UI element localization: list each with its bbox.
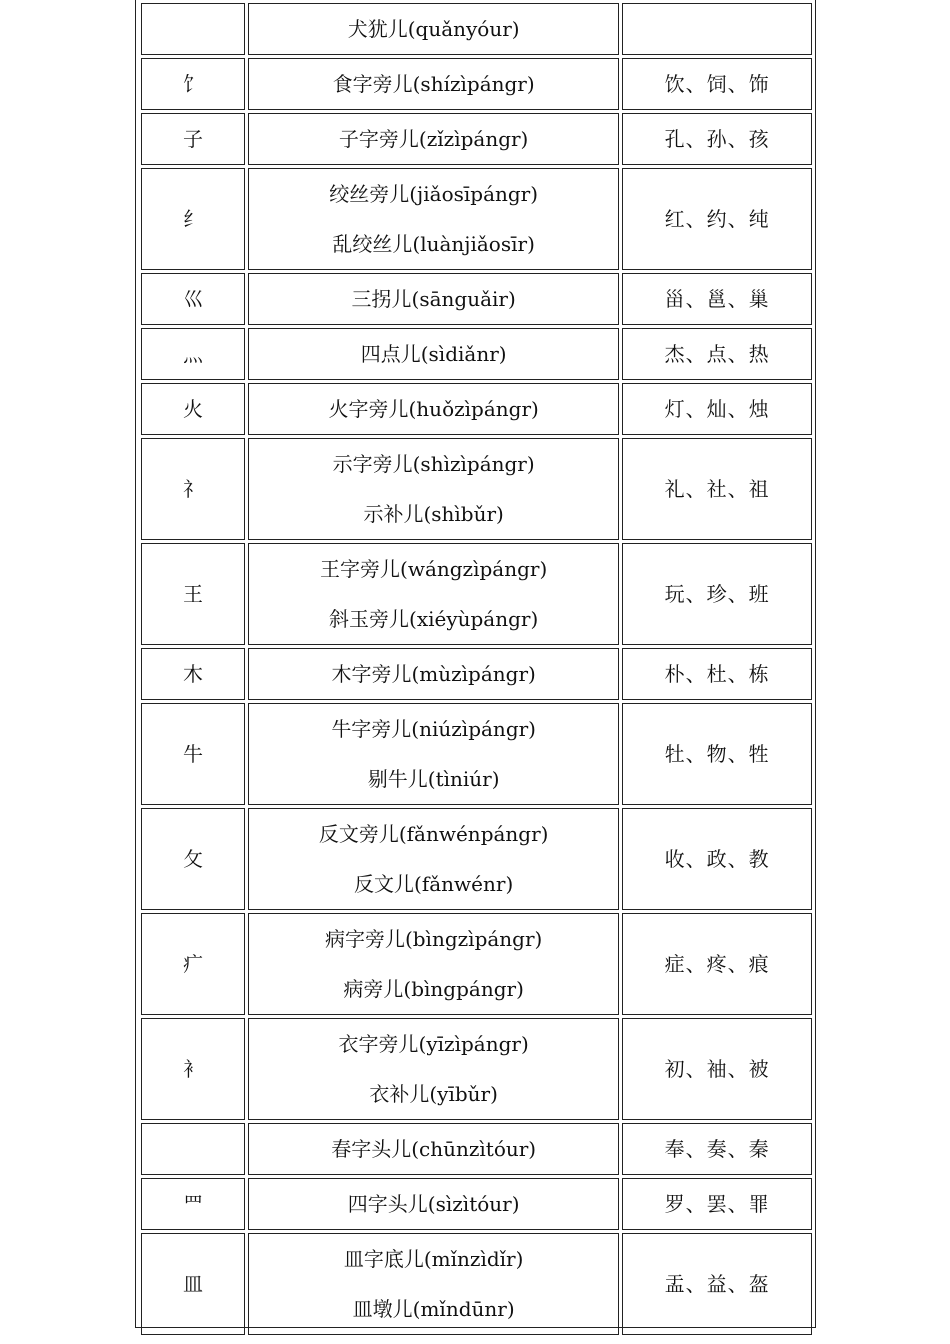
radical-name: 三拐儿(sānguǎir) — [351, 287, 516, 311]
example-chars-cell: 红、约、纯 — [622, 168, 812, 270]
radical-cell: 灬 — [141, 328, 245, 380]
radical-name: 四字头儿(sìzìtóur) — [347, 1192, 520, 1216]
example-chars-cell: 甾、邕、巢 — [622, 273, 812, 325]
example-chars-cell: 玩、珍、班 — [622, 543, 812, 645]
radical-name: 皿字底儿(mǐnzìdǐr) — [343, 1247, 524, 1271]
radical-table-body — [141, 3, 812, 1335]
table-row — [141, 1018, 812, 1120]
table-row — [141, 168, 812, 270]
example-chars-cell: 罗、罢、罪 — [622, 1178, 812, 1230]
radical-cell: 纟 — [141, 168, 245, 270]
radical-table-page — [135, 0, 816, 1328]
radical-name-cell — [248, 1018, 619, 1120]
radical-name-cell — [248, 113, 619, 165]
table-row — [141, 1178, 812, 1230]
radical-alt-name: 剔牛儿(tìniúr) — [367, 767, 500, 791]
example-chars-cell: 礼、社、祖 — [622, 438, 812, 540]
radical-name-cell — [248, 648, 619, 700]
radical-name: 牛字旁儿(niúzìpángr) — [331, 717, 536, 741]
example-chars-cell: 朴、杜、栋 — [622, 648, 812, 700]
radical-name: 衣字旁儿(yīzìpángr) — [338, 1032, 529, 1056]
radical-cell: 礻 — [141, 438, 245, 540]
radical-cell: 衤 — [141, 1018, 245, 1120]
table-row — [141, 438, 812, 540]
example-chars-cell: 饮、饲、饰 — [622, 58, 812, 110]
radical-cell: 饣 — [141, 58, 245, 110]
table-row — [141, 1123, 812, 1175]
radical-name: 木字旁儿(mùzìpángr) — [331, 662, 536, 686]
example-chars-cell: 杰、点、热 — [622, 328, 812, 380]
example-chars-cell: 症、疼、痕 — [622, 913, 812, 1015]
table-row — [141, 58, 812, 110]
table-row — [141, 383, 812, 435]
table-row — [141, 273, 812, 325]
radical-cell — [141, 1123, 245, 1175]
radical-name: 病字旁儿(bìngzìpángr) — [324, 927, 543, 951]
radical-name-cell — [248, 1123, 619, 1175]
table-row — [141, 113, 812, 165]
radical-name: 火字旁儿(huǒzìpángr) — [328, 397, 539, 421]
radical-cell: 木 — [141, 648, 245, 700]
table-row — [141, 913, 812, 1015]
example-chars-cell: 盂、益、盔 — [622, 1233, 812, 1335]
radical-name: 食字旁儿(shízìpángr) — [332, 72, 535, 96]
table-row — [141, 703, 812, 805]
radical-name-cell — [248, 328, 619, 380]
example-chars-cell: 灯、灿、烛 — [622, 383, 812, 435]
radical-name-cell — [248, 543, 619, 645]
radical-alt-name: 病旁儿(bìngpángr) — [343, 977, 524, 1001]
example-chars-cell: 初、袖、被 — [622, 1018, 812, 1120]
radical-cell: 巛 — [141, 273, 245, 325]
radical-name-cell — [248, 1178, 619, 1230]
radical-name: 子字旁儿(zǐzìpángr) — [338, 127, 529, 151]
radical-name: 春字头儿(chūnzìtóur) — [331, 1137, 537, 1161]
radical-cell: 火 — [141, 383, 245, 435]
radical-cell: 罒 — [141, 1178, 245, 1230]
radical-name-cell — [248, 58, 619, 110]
radical-name-cell — [248, 703, 619, 805]
radical-alt-name: 示补儿(shìbǔr) — [363, 502, 504, 526]
example-chars-cell: 牡、物、牲 — [622, 703, 812, 805]
radical-name-cell — [248, 808, 619, 910]
radical-cell: 子 — [141, 113, 245, 165]
radical-cell: 牛 — [141, 703, 245, 805]
example-chars-cell — [622, 3, 812, 55]
radical-name-cell — [248, 1233, 619, 1335]
table-row — [141, 648, 812, 700]
table-row — [141, 3, 812, 55]
radical-cell: 攵 — [141, 808, 245, 910]
radical-alt-name: 衣补儿(yībǔr) — [369, 1082, 498, 1106]
radical-name-cell — [248, 383, 619, 435]
table-row — [141, 543, 812, 645]
table-row — [141, 808, 812, 910]
radical-alt-name: 皿墩儿(mǐndūnr) — [352, 1297, 515, 1321]
radical-alt-name: 斜玉旁儿(xiéyùpángr) — [329, 607, 539, 631]
radical-name: 绞丝旁儿(jiǎosīpángr) — [329, 182, 539, 206]
radical-name: 犬犹儿(quǎnyóur) — [347, 17, 520, 41]
radical-cell — [141, 3, 245, 55]
radical-name: 四点儿(sìdiǎnr) — [360, 342, 507, 366]
radical-name-cell — [248, 273, 619, 325]
radical-table — [138, 0, 815, 1338]
example-chars-cell: 孔、孙、孩 — [622, 113, 812, 165]
radical-cell: 王 — [141, 543, 245, 645]
radical-name: 反文旁儿(fǎnwénpángr) — [318, 822, 549, 846]
radical-cell: 疒 — [141, 913, 245, 1015]
radical-alt-name: 反文儿(fǎnwénr) — [354, 872, 514, 896]
radical-name-cell — [248, 438, 619, 540]
table-row — [141, 328, 812, 380]
radical-name-cell — [248, 168, 619, 270]
radical-name-cell — [248, 913, 619, 1015]
radical-cell: 皿 — [141, 1233, 245, 1335]
table-row — [141, 1233, 812, 1335]
example-chars-cell: 收、政、教 — [622, 808, 812, 910]
radical-name-cell — [248, 3, 619, 55]
example-chars-cell: 奉、奏、秦 — [622, 1123, 812, 1175]
radical-name: 王字旁儿(wángzìpángr) — [320, 557, 548, 581]
radical-alt-name: 乱绞丝儿(luànjiǎosīr) — [332, 232, 535, 256]
radical-name: 示字旁儿(shìzìpángr) — [332, 452, 535, 476]
